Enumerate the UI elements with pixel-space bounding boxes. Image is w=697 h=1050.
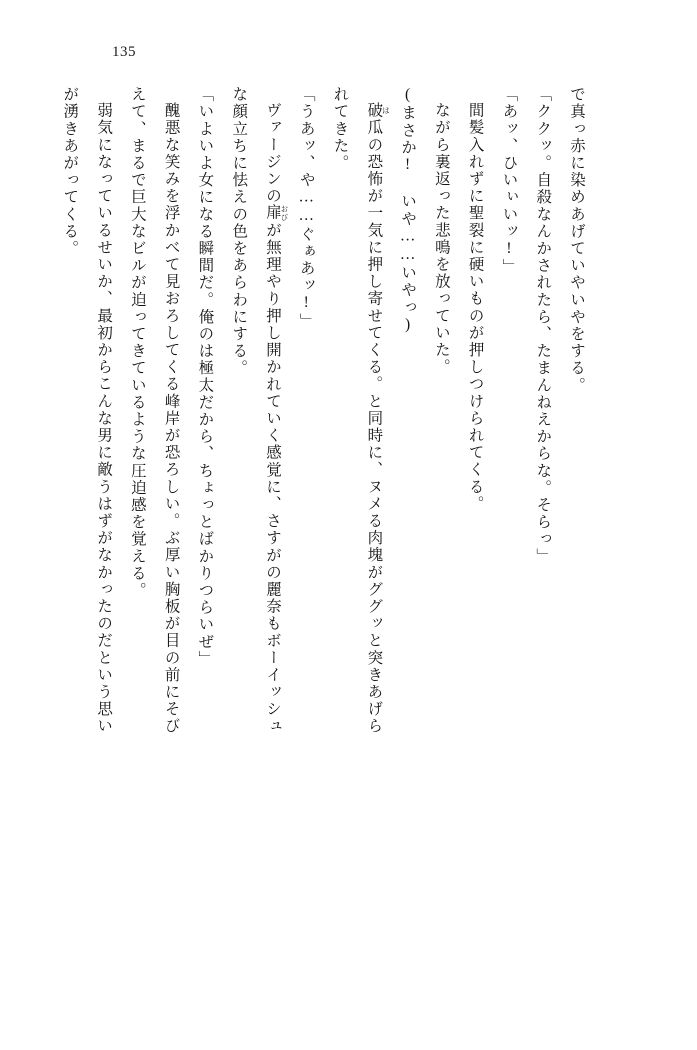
paragraph: 「ククッ。自殺なんかされたら、たまんねえからな。そらっ」 (534, 86, 552, 565)
page-body-text (61, 86, 593, 966)
paragraph: えて、まるで巨大なビルが迫ってきているような圧迫感を覚える。 (128, 86, 146, 599)
paragraph: 「いよいよ女になる瞬間だ。俺のは極太だから、ちょっとばかりつらいぜ」 (196, 86, 214, 668)
paragraph: 間髪入れずに聖裂に硬いものが押しつけられてくる。 (466, 101, 484, 512)
paragraph: 醜悪な笑みを浮かべて見おろしてくる峰岸が恐ろしい。ぶ厚い胸板が目の前にそび (162, 101, 180, 735)
paragraph: な顔立ちに怯えの色をあらわにする。 (230, 86, 248, 377)
paragraph-with-ruby: ヴァージンの扉 おびが無理やり押し開かれていく感覚に、さすがの麗奈もボーイッシュ (263, 101, 289, 735)
paragraph: (まさか! いや……いやっ) (399, 86, 417, 335)
paragraph: れてきた。 (331, 86, 349, 172)
paragraph: 弱気になっているせいか、最初からこんな男に敵うはずがなかったのだという思い (95, 101, 113, 735)
paragraph: で真っ赤に染めあげていやいやをする。 (568, 86, 585, 394)
paragraph: 「あッ、ひいぃいッ!」 (500, 86, 518, 276)
page-number: 135 (112, 44, 136, 60)
paragraph-with-ruby: 破 は瓜の恐怖が一気に押し寄せてくる。と同時に、ヌメる肉塊がググッと突きあげら (365, 101, 391, 735)
paragraph: ながら裏返った悲鳴を放っていた。 (432, 101, 450, 376)
paragraph: 「うあッ、や……ぐぁあッ!」 (297, 86, 315, 330)
paragraph: が湧きあがってくる。 (61, 86, 79, 257)
